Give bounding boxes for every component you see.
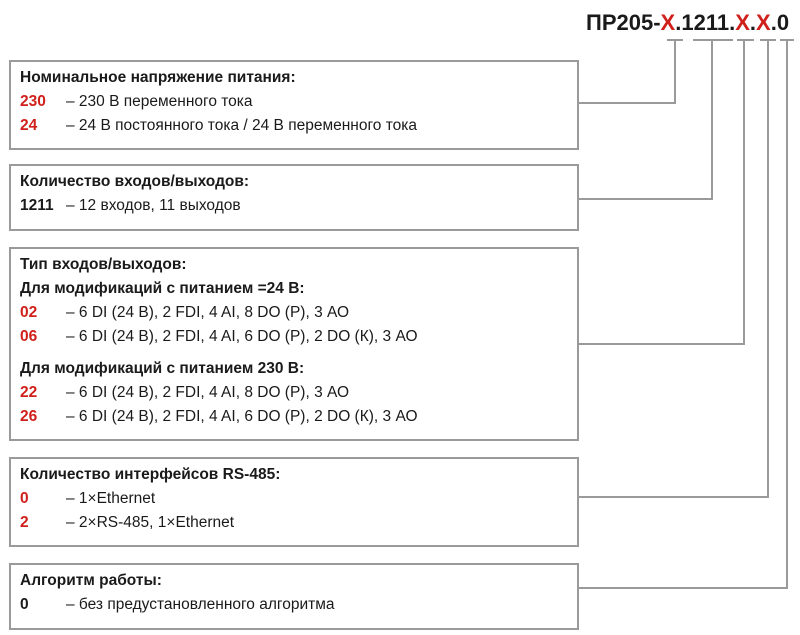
option-description: – 2×RS-485, 1×Ethernet xyxy=(66,514,235,531)
code-voltage-placeholder: Х xyxy=(660,10,676,35)
code-algorithm: 0 xyxy=(776,10,790,35)
list-item xyxy=(20,381,568,405)
option-description: – 1×Ethernet xyxy=(66,490,156,507)
io-type-title: Тип входов/выходов: xyxy=(20,256,187,273)
option-code: 0 xyxy=(20,490,29,507)
list-item xyxy=(20,405,568,429)
list-item xyxy=(20,194,568,218)
list-item xyxy=(20,114,568,138)
code-separator: . xyxy=(749,10,757,35)
option-description: – 12 входов, 11 выходов xyxy=(66,197,241,214)
code-io-type-placeholder: Х xyxy=(735,10,750,35)
option-code: 22 xyxy=(20,384,38,401)
io-type-subtitle-24v: Для модификаций с питанием =24 В: xyxy=(20,280,305,297)
line-voltage xyxy=(579,40,675,103)
option-code: 1211 xyxy=(20,197,54,214)
list-item xyxy=(20,487,568,511)
line-interfaces xyxy=(579,40,768,497)
option-code: 2 xyxy=(20,514,29,531)
list-item xyxy=(20,90,568,114)
io-type-subtitle-230v: Для модификаций с питанием 230 В: xyxy=(20,360,305,377)
algorithm-title: Алгоритм работы: xyxy=(20,572,162,589)
option-code: 06 xyxy=(20,328,38,345)
option-description: – 6 DI (24 В), 2 FDI, 4 AI, 6 DO (Р), 2 DO (К), 3 АО xyxy=(66,328,418,345)
code-prefix: ПР205- xyxy=(586,10,661,35)
option-description: – 6 DI (24 В), 2 FDI, 4 AI, 6 DO (Р), 2 DO (К), 3 АО xyxy=(66,408,418,425)
code-io-count: 1211 xyxy=(681,10,730,35)
option-code: 26 xyxy=(20,408,38,425)
list-item xyxy=(20,301,568,325)
option-description: – 6 DI (24 В), 2 FDI, 4 AI, 8 DO (Р), 3 АО xyxy=(66,304,350,321)
code-separator: . xyxy=(729,10,736,35)
algorithm-box xyxy=(9,563,579,630)
interfaces-box xyxy=(9,457,579,547)
option-code: 0 xyxy=(20,596,29,613)
option-description: – 24 В постоянного тока / 24 В переменного тока xyxy=(66,117,417,134)
io-type-box xyxy=(9,247,579,441)
list-item xyxy=(20,593,568,617)
line-algorithm xyxy=(579,40,787,588)
io-count-box xyxy=(9,164,579,231)
option-code: 02 xyxy=(20,304,38,321)
code-separator: . xyxy=(675,10,682,35)
list-item xyxy=(20,511,568,535)
order-code xyxy=(586,10,789,36)
option-description: – 6 DI (24 В), 2 FDI, 4 AI, 8 DO (Р), 3 АО xyxy=(66,384,350,401)
option-code: 230 xyxy=(20,93,46,110)
code-separator: . xyxy=(770,10,777,35)
option-description: – 230 В переменного тока xyxy=(66,93,253,110)
option-code: 24 xyxy=(20,117,38,134)
interfaces-title: Количество интерфейсов RS-485: xyxy=(20,466,281,483)
io-count-title: Количество входов/выходов: xyxy=(20,173,250,190)
line-io-type xyxy=(579,40,744,344)
option-description: – без предустановленного алгоритма xyxy=(66,596,335,613)
voltage-box xyxy=(9,60,579,150)
voltage-title: Номинальное напряжение питания: xyxy=(20,69,296,86)
code-interfaces-placeholder: Х xyxy=(756,10,771,35)
line-io-count xyxy=(579,40,712,199)
list-item xyxy=(20,325,568,349)
